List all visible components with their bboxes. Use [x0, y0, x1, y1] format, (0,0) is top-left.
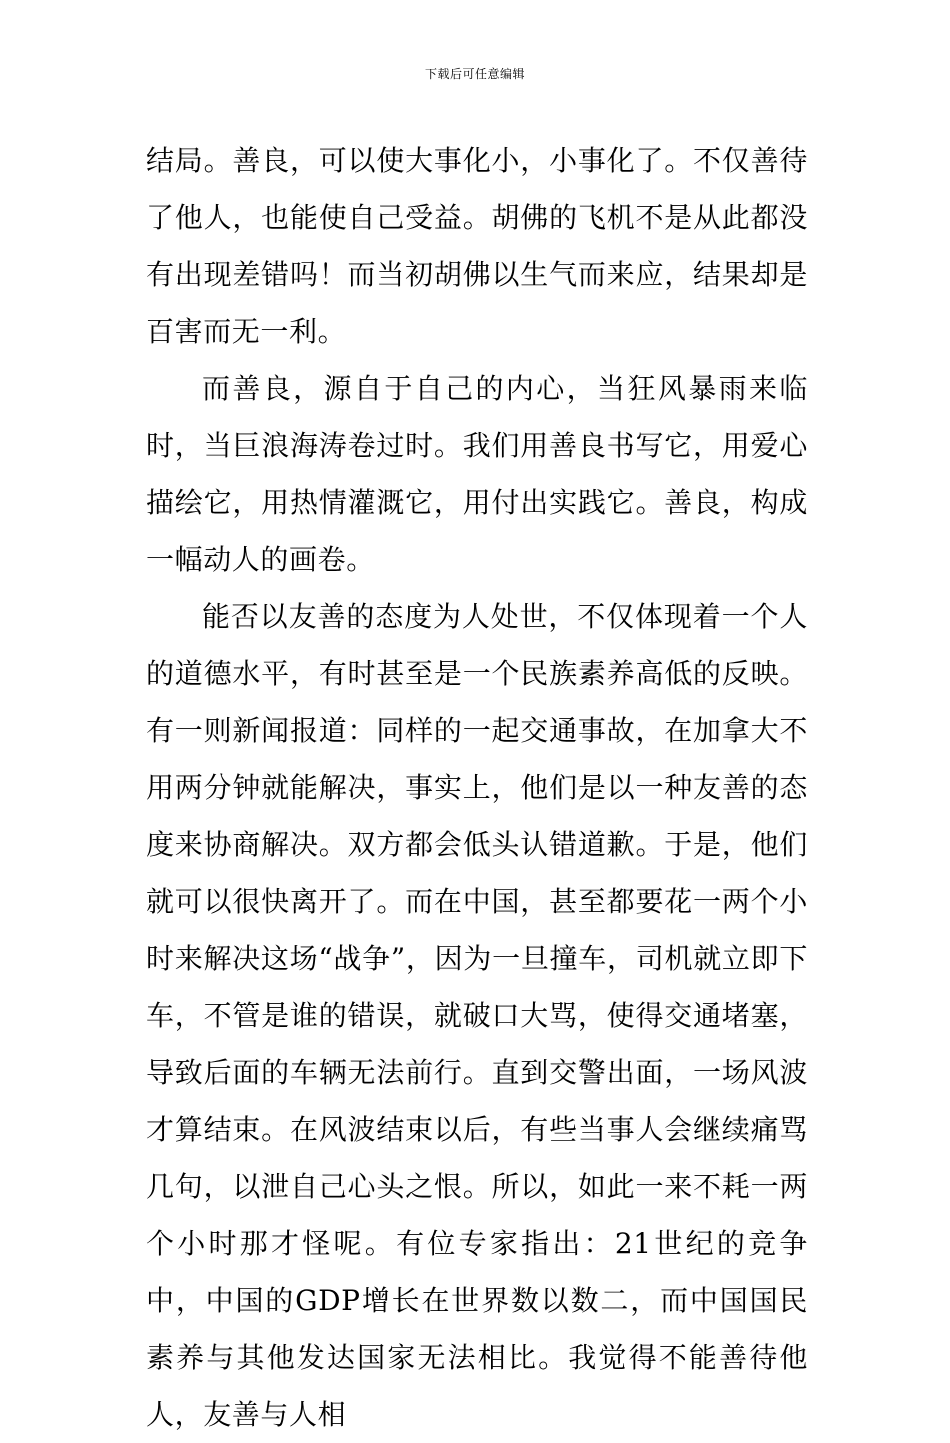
document-body	[146, 132, 808, 1443]
paragraph-kindness-heart: 而善良，源自于自己的内心，当狂风暴雨来临时，当巨浪海涛卷过时。我们用善良书写它，用爱心描绘它，用热情灌溉它，用付出实践它。善良，构成一幅动人的画卷。	[146, 372, 808, 576]
paragraph-continued: 结局。善良，可以使大事化小，小事化了。不仅善待了他人，也能使自己受益。胡佛的飞机不是从此都没有出现差错吗！而当初胡佛以生气而来应，结果却是百害而无一利。	[146, 144, 808, 348]
page-header: 下载后可任意编辑	[424, 67, 525, 81]
paragraph-friendly-attitude: 能否以友善的态度为人处世，不仅体现着一个人的道德水平，有时甚至是一个民族素养高低的反映。有一则新闻报道：同样的一起交通事故，在加拿大不用两分钟就能解决，事实上，他们是以一种友善的态度来协商解决。双方都会低头认错道歉。于是，他们就可以很快离开了。而在中国，甚至都要花一两个小时来解决这场“战争”，因为一旦撞车，司机就立即下车，不管是谁的错误，就破口大骂，使得交通堵塞，导致后面的车辆无法前行。直到交警出面，一场风波才算结束。在风波结束以后，有些当事人会继续痛骂几句，以泄自己心头之恨。所以，如此一来不耗一两个小时那才怪呢。有位专家指出：21世纪的竞争中，中国的GDP增长在世界数以数二，而中国国民素养与其他发达国家无法相比。我觉得不能善待他人，友善与人相	[146, 600, 808, 1431]
